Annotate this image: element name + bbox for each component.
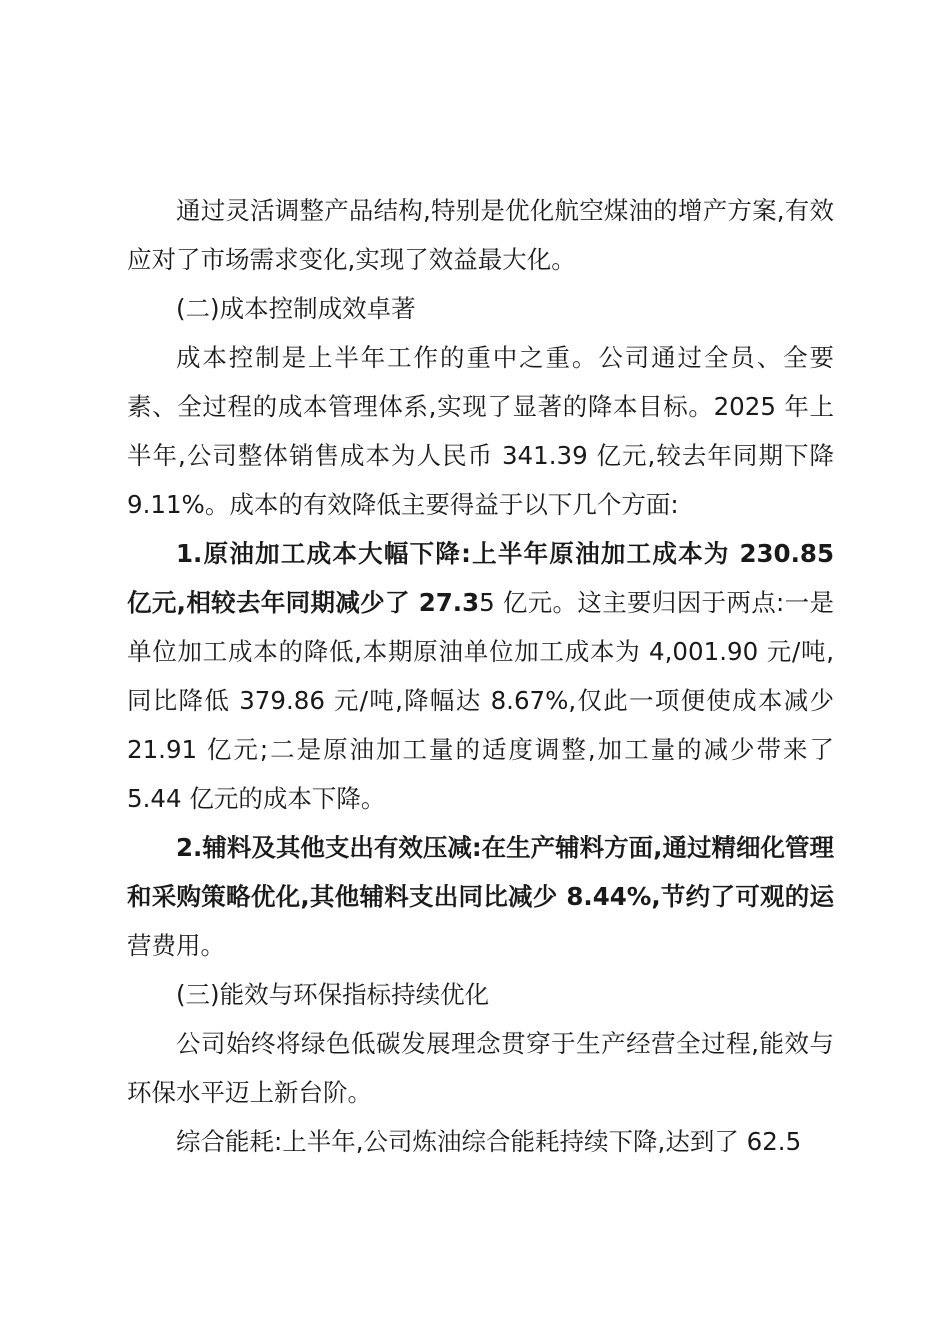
section-heading-energy-environment: (三)能效与环保指标持续优化 bbox=[176, 980, 490, 1009]
paragraph-auxiliary-expenses bbox=[127, 823, 834, 970]
paragraph-auxiliary-expenses-lead: 2.辅料及其他支出有效压减:在生产辅料方面,通过精细化管理和采购策略优化,其他辅料支出同比减少 8.44%,节约了可观的运 bbox=[127, 833, 834, 911]
paragraph-crude-processing-cost-body: 5 亿元。这主要归因于两点:一是单位加工成本的降低,本期原油单位加工成本为 4,001.90 元/吨,同比降低 379.86 元/吨,降幅达 8.67%,仅此一项便使成本减少 21.91 亿元;二是原油加工量的适度调整,加工量的减少带来了 5.44 亿元的成本下降。 bbox=[127, 588, 834, 813]
paragraph-auxiliary-expenses-body: 营费用。 bbox=[127, 931, 225, 960]
paragraph-product-structure: 通过灵活调整产品结构,特别是优化航空煤油的增产方案,有效应对了市场需求变化,实现了效益最大化。 bbox=[127, 196, 834, 274]
document-page bbox=[127, 186, 834, 1166]
paragraph-crude-processing-cost-lead: 1.原油加工成本大幅下降:上半年原油加工成本为 230.85 亿元,相较去年同期减少了 27.3 bbox=[127, 539, 834, 617]
paragraph-cost-overview: 成本控制是上半年工作的重中之重。公司通过全员、全要素、全过程的成本管理体系,实现了显著的降本目标。2025 年上半年,公司整体销售成本为人民币 341.39 亿元,较去年同期下降 9.11%。成本的有效降低主要得益于以下几个方面: bbox=[127, 343, 834, 519]
paragraph-green-development: 公司始终将绿色低碳发展理念贯穿于生产经营全过程,能效与环保水平迈上新台阶。 bbox=[127, 1029, 834, 1107]
section-heading-cost-control: (二)成本控制成效卓著 bbox=[176, 294, 416, 323]
paragraph-energy-consumption: 综合能耗:上半年,公司炼油综合能耗持续下降,达到了 62.5 bbox=[176, 1127, 802, 1156]
paragraph-crude-processing-cost bbox=[127, 529, 834, 823]
